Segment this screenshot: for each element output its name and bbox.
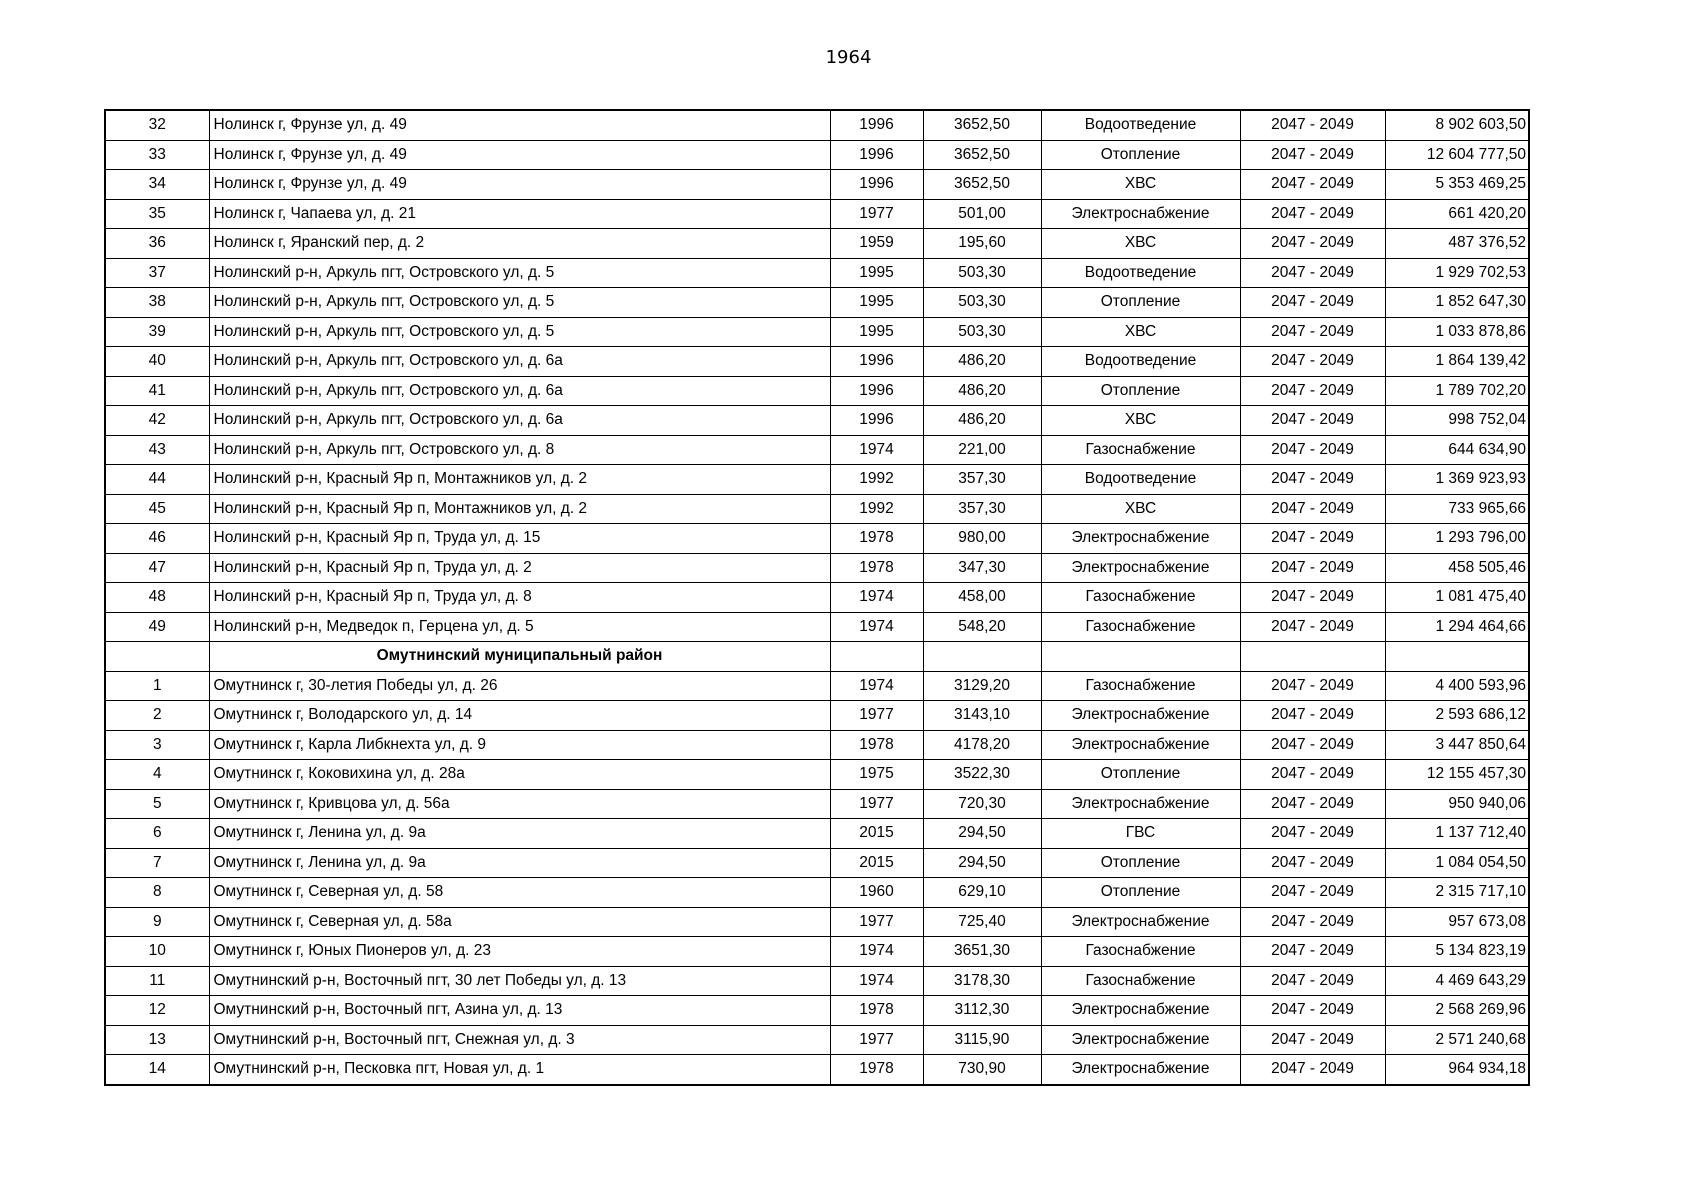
area-cell: 486,20 [923,376,1041,406]
row-number-cell: 6 [105,819,209,849]
year-cell: 2015 [830,819,923,849]
cost-cell: 5 134 823,19 [1385,937,1529,967]
table-row [105,288,1529,318]
cost-cell: 1 137 712,40 [1385,819,1529,849]
area-cell: 347,30 [923,553,1041,583]
year-cell: 1974 [830,937,923,967]
cost-cell: 1 369 923,93 [1385,465,1529,495]
address-cell: Омутнинск г, Кривцова ул, д. 56а [209,789,830,819]
page-number: 1964 [825,47,872,68]
address-cell: Нолинский р-н, Аркуль пгт, Островского ул, д. 5 [209,317,830,347]
work-type-cell: Электроснабжение [1041,907,1240,937]
work-type-cell: Газоснабжение [1041,671,1240,701]
year-cell: 1996 [830,110,923,140]
address-cell: Нолинск г, Фрунзе ул, д. 49 [209,110,830,140]
year-cell: 1977 [830,701,923,731]
area-cell: 221,00 [923,435,1041,465]
address-cell: Омутнинск г, Северная ул, д. 58а [209,907,830,937]
period-cell: 2047 - 2049 [1240,760,1385,790]
cost-cell: 733 965,66 [1385,494,1529,524]
area-cell: 503,30 [923,317,1041,347]
table-row [105,199,1529,229]
area-cell: 294,50 [923,819,1041,849]
row-number-cell: 3 [105,730,209,760]
table-row [105,937,1529,967]
row-number-cell: 32 [105,110,209,140]
table-section-omutninsk [105,642,1529,672]
work-type-cell: Электроснабжение [1041,996,1240,1026]
cost-cell: 661 420,20 [1385,199,1529,229]
area-cell: 730,90 [923,1055,1041,1085]
period-cell: 2047 - 2049 [1240,1025,1385,1055]
table-row [105,317,1529,347]
year-cell: 1996 [830,140,923,170]
cost-cell: 1 084 054,50 [1385,848,1529,878]
address-cell: Нолинский р-н, Аркуль пгт, Островского ул, д. 8 [209,435,830,465]
area-cell: 3651,30 [923,937,1041,967]
period-cell: 2047 - 2049 [1240,907,1385,937]
table-row [105,760,1529,790]
cost-cell: 998 752,04 [1385,406,1529,436]
work-type-cell: Газоснабжение [1041,583,1240,613]
work-type-cell: Электроснабжение [1041,524,1240,554]
address-cell: Нолинск г, Фрунзе ул, д. 49 [209,170,830,200]
cost-cell: 12 155 457,30 [1385,760,1529,790]
area-cell: 503,30 [923,258,1041,288]
period-cell: 2047 - 2049 [1240,878,1385,908]
year-cell: 1995 [830,288,923,318]
year-cell: 1974 [830,612,923,642]
period-cell: 2047 - 2049 [1240,612,1385,642]
cost-cell: 4 400 593,96 [1385,671,1529,701]
cost-cell: 1 081 475,40 [1385,583,1529,613]
row-number-cell: 49 [105,612,209,642]
year-cell: 1960 [830,878,923,908]
area-cell: 3652,50 [923,170,1041,200]
area-cell: 980,00 [923,524,1041,554]
year-cell: 1996 [830,347,923,377]
table-row [105,996,1529,1026]
area-cell: 3129,20 [923,671,1041,701]
year-cell: 1978 [830,524,923,554]
cost-cell: 1 294 464,66 [1385,612,1529,642]
table-row [105,376,1529,406]
area-cell: 486,20 [923,347,1041,377]
row-number-cell: 42 [105,406,209,436]
year-cell: 1977 [830,199,923,229]
work-type-cell: ХВС [1041,406,1240,436]
area-cell: 4178,20 [923,730,1041,760]
cost-cell: 2 315 717,10 [1385,878,1529,908]
work-type-cell: Отопление [1041,140,1240,170]
table-row [105,730,1529,760]
work-type-cell: Отопление [1041,760,1240,790]
work-type-cell: Отопление [1041,376,1240,406]
year-cell: 1996 [830,376,923,406]
period-cell: 2047 - 2049 [1240,553,1385,583]
address-cell: Омутнинск г, Володарского ул, д. 14 [209,701,830,731]
works-table [104,109,1530,1086]
work-type-cell: Электроснабжение [1041,730,1240,760]
work-type-cell: Отопление [1041,878,1240,908]
cost-cell: 1 929 702,53 [1385,258,1529,288]
row-number-cell: 7 [105,848,209,878]
work-type-cell: ГВС [1041,819,1240,849]
section-empty-cell [1385,642,1529,672]
period-cell: 2047 - 2049 [1240,789,1385,819]
row-number-cell: 2 [105,701,209,731]
work-type-cell: Электроснабжение [1041,553,1240,583]
period-cell: 2047 - 2049 [1240,465,1385,495]
cost-cell: 5 353 469,25 [1385,170,1529,200]
table-row [105,671,1529,701]
table-row [105,553,1529,583]
row-number-cell: 40 [105,347,209,377]
cost-cell: 1 293 796,00 [1385,524,1529,554]
area-cell: 548,20 [923,612,1041,642]
period-cell: 2047 - 2049 [1240,258,1385,288]
year-cell: 1977 [830,1025,923,1055]
table-row [105,347,1529,377]
year-cell: 1978 [830,730,923,760]
address-cell: Омутнинск г, 30-летия Победы ул, д. 26 [209,671,830,701]
work-type-cell: Электроснабжение [1041,199,1240,229]
work-type-cell: Электроснабжение [1041,701,1240,731]
address-cell: Омутнинский р-н, Песковка пгт, Новая ул, д. 1 [209,1055,830,1085]
row-number-cell: 46 [105,524,209,554]
table-row [105,110,1529,140]
cost-cell: 1 033 878,86 [1385,317,1529,347]
work-type-cell: Газоснабжение [1041,435,1240,465]
section-empty-cell [923,642,1041,672]
table-row [105,494,1529,524]
cost-cell: 1 852 647,30 [1385,288,1529,318]
cost-cell: 2 593 686,12 [1385,701,1529,731]
area-cell: 486,20 [923,406,1041,436]
work-type-cell: Отопление [1041,848,1240,878]
year-cell: 1978 [830,553,923,583]
row-number-cell: 5 [105,789,209,819]
year-cell: 1978 [830,1055,923,1085]
year-cell: 1995 [830,317,923,347]
period-cell: 2047 - 2049 [1240,229,1385,259]
address-cell: Омутнинск г, Карла Либкнехта ул, д. 9 [209,730,830,760]
table-row [105,878,1529,908]
area-cell: 3143,10 [923,701,1041,731]
year-cell: 1977 [830,789,923,819]
work-type-cell: Электроснабжение [1041,1025,1240,1055]
period-cell: 2047 - 2049 [1240,494,1385,524]
row-number-cell: 48 [105,583,209,613]
work-type-cell: Газоснабжение [1041,937,1240,967]
period-cell: 2047 - 2049 [1240,966,1385,996]
period-cell: 2047 - 2049 [1240,406,1385,436]
row-number-cell: 8 [105,878,209,908]
address-cell: Омутнинский р-н, Восточный пгт, Азина ул, д. 13 [209,996,830,1026]
work-type-cell: Водоотведение [1041,110,1240,140]
table-row [105,819,1529,849]
work-type-cell: Электроснабжение [1041,1055,1240,1085]
year-cell: 1977 [830,907,923,937]
work-type-cell: Водоотведение [1041,347,1240,377]
area-cell: 503,30 [923,288,1041,318]
period-cell: 2047 - 2049 [1240,199,1385,229]
period-cell: 2047 - 2049 [1240,701,1385,731]
year-cell: 1995 [830,258,923,288]
address-cell: Нолинский р-н, Красный Яр п, Монтажников ул, д. 2 [209,465,830,495]
section-empty-cell [1041,642,1240,672]
address-cell: Омутнинск г, Северная ул, д. 58 [209,878,830,908]
table-row [105,435,1529,465]
work-type-cell: Водоотведение [1041,258,1240,288]
year-cell: 1974 [830,671,923,701]
table-row [105,1055,1529,1085]
area-cell: 3522,30 [923,760,1041,790]
year-cell: 1959 [830,229,923,259]
period-cell: 2047 - 2049 [1240,435,1385,465]
row-number-cell: 35 [105,199,209,229]
cost-cell: 1 789 702,20 [1385,376,1529,406]
address-cell: Нолинский р-н, Красный Яр п, Труда ул, д. 2 [209,553,830,583]
section-title: Омутнинский муниципальный район [209,642,830,672]
period-cell: 2047 - 2049 [1240,376,1385,406]
period-cell: 2047 - 2049 [1240,848,1385,878]
row-number-cell: 36 [105,229,209,259]
address-cell: Нолинск г, Яранский пер, д. 2 [209,229,830,259]
area-cell: 195,60 [923,229,1041,259]
address-cell: Омутнинск г, Ленина ул, д. 9а [209,848,830,878]
table-row [105,848,1529,878]
year-cell: 1975 [830,760,923,790]
row-number-cell: 10 [105,937,209,967]
address-cell: Нолинск г, Чапаева ул, д. 21 [209,199,830,229]
period-cell: 2047 - 2049 [1240,730,1385,760]
area-cell: 294,50 [923,848,1041,878]
cost-cell: 644 634,90 [1385,435,1529,465]
section-header-row [105,642,1529,672]
work-type-cell: Газоснабжение [1041,612,1240,642]
section-empty-cell [830,642,923,672]
cost-cell: 458 505,46 [1385,553,1529,583]
year-cell: 1974 [830,966,923,996]
work-type-cell: ХВС [1041,229,1240,259]
period-cell: 2047 - 2049 [1240,347,1385,377]
address-cell: Нолинск г, Фрунзе ул, д. 49 [209,140,830,170]
row-number-cell: 37 [105,258,209,288]
year-cell: 1974 [830,435,923,465]
period-cell: 2047 - 2049 [1240,140,1385,170]
cost-cell: 1 864 139,42 [1385,347,1529,377]
year-cell: 1974 [830,583,923,613]
table-row [105,1025,1529,1055]
table-row [105,701,1529,731]
work-type-cell: Отопление [1041,288,1240,318]
address-cell: Нолинский р-н, Аркуль пгт, Островского ул, д. 6а [209,376,830,406]
table-row [105,140,1529,170]
period-cell: 2047 - 2049 [1240,288,1385,318]
row-number-cell: 45 [105,494,209,524]
row-number-cell: 9 [105,907,209,937]
cost-cell: 4 469 643,29 [1385,966,1529,996]
row-number-cell: 43 [105,435,209,465]
period-cell: 2047 - 2049 [1240,524,1385,554]
cost-cell: 2 568 269,96 [1385,996,1529,1026]
table-row [105,789,1529,819]
area-cell: 357,30 [923,465,1041,495]
area-cell: 725,40 [923,907,1041,937]
row-number-cell: 44 [105,465,209,495]
year-cell: 1996 [830,170,923,200]
section-empty-cell [1240,642,1385,672]
cost-cell: 487 376,52 [1385,229,1529,259]
address-cell: Нолинский р-н, Красный Яр п, Труда ул, д. 8 [209,583,830,613]
row-number-cell: 34 [105,170,209,200]
cost-cell: 950 940,06 [1385,789,1529,819]
area-cell: 458,00 [923,583,1041,613]
area-cell: 3115,90 [923,1025,1041,1055]
year-cell: 1978 [830,996,923,1026]
table-row [105,229,1529,259]
row-number-cell: 1 [105,671,209,701]
work-type-cell: Газоснабжение [1041,966,1240,996]
address-cell: Нолинский р-н, Красный Яр п, Труда ул, д. 15 [209,524,830,554]
period-cell: 2047 - 2049 [1240,583,1385,613]
cost-cell: 8 902 603,50 [1385,110,1529,140]
address-cell: Омутнинск г, Юных Пионеров ул, д. 23 [209,937,830,967]
work-type-cell: ХВС [1041,317,1240,347]
period-cell: 2047 - 2049 [1240,317,1385,347]
period-cell: 2047 - 2049 [1240,819,1385,849]
period-cell: 2047 - 2049 [1240,1055,1385,1085]
row-number-cell: 4 [105,760,209,790]
year-cell: 1992 [830,494,923,524]
area-cell: 720,30 [923,789,1041,819]
period-cell: 2047 - 2049 [1240,937,1385,967]
work-type-cell: Водоотведение [1041,465,1240,495]
section-number-cell [105,642,209,672]
address-cell: Нолинский р-н, Аркуль пгт, Островского ул, д. 5 [209,288,830,318]
table-row [105,612,1529,642]
address-cell: Нолинский р-н, Красный Яр п, Монтажников ул, д. 2 [209,494,830,524]
row-number-cell: 14 [105,1055,209,1085]
cost-cell: 2 571 240,68 [1385,1025,1529,1055]
area-cell: 3652,50 [923,110,1041,140]
period-cell: 2047 - 2049 [1240,110,1385,140]
address-cell: Омутнинский р-н, Восточный пгт, Снежная ул, д. 3 [209,1025,830,1055]
period-cell: 2047 - 2049 [1240,671,1385,701]
row-number-cell: 11 [105,966,209,996]
table-row [105,465,1529,495]
area-cell: 357,30 [923,494,1041,524]
cost-cell: 957 673,08 [1385,907,1529,937]
year-cell: 2015 [830,848,923,878]
address-cell: Нолинский р-н, Аркуль пгт, Островского ул, д. 6а [209,347,830,377]
area-cell: 3652,50 [923,140,1041,170]
row-number-cell: 13 [105,1025,209,1055]
row-number-cell: 39 [105,317,209,347]
table-row [105,524,1529,554]
table-row [105,907,1529,937]
row-number-cell: 33 [105,140,209,170]
period-cell: 2047 - 2049 [1240,996,1385,1026]
area-cell: 3112,30 [923,996,1041,1026]
table-body-nolinsk [105,110,1529,642]
cost-cell: 964 934,18 [1385,1055,1529,1085]
address-cell: Омутнинский р-н, Восточный пгт, 30 лет Победы ул, д. 13 [209,966,830,996]
address-cell: Нолинский р-н, Аркуль пгт, Островского ул, д. 5 [209,258,830,288]
work-type-cell: ХВС [1041,494,1240,524]
work-type-cell: Электроснабжение [1041,789,1240,819]
address-cell: Нолинский р-н, Медведок п, Герцена ул, д. 5 [209,612,830,642]
address-cell: Омутнинск г, Ленина ул, д. 9а [209,819,830,849]
period-cell: 2047 - 2049 [1240,170,1385,200]
table-row [105,406,1529,436]
cost-cell: 3 447 850,64 [1385,730,1529,760]
address-cell: Омутнинск г, Коковихина ул, д. 28а [209,760,830,790]
row-number-cell: 41 [105,376,209,406]
row-number-cell: 47 [105,553,209,583]
table-row [105,583,1529,613]
row-number-cell: 38 [105,288,209,318]
area-cell: 3178,30 [923,966,1041,996]
table-body-omutninsk [105,671,1529,1085]
table-row [105,966,1529,996]
year-cell: 1996 [830,406,923,436]
row-number-cell: 12 [105,996,209,1026]
cost-cell: 12 604 777,50 [1385,140,1529,170]
year-cell: 1992 [830,465,923,495]
table-row [105,170,1529,200]
work-type-cell: ХВС [1041,170,1240,200]
area-cell: 629,10 [923,878,1041,908]
table-row [105,258,1529,288]
area-cell: 501,00 [923,199,1041,229]
address-cell: Нолинский р-н, Аркуль пгт, Островского ул, д. 6а [209,406,830,436]
